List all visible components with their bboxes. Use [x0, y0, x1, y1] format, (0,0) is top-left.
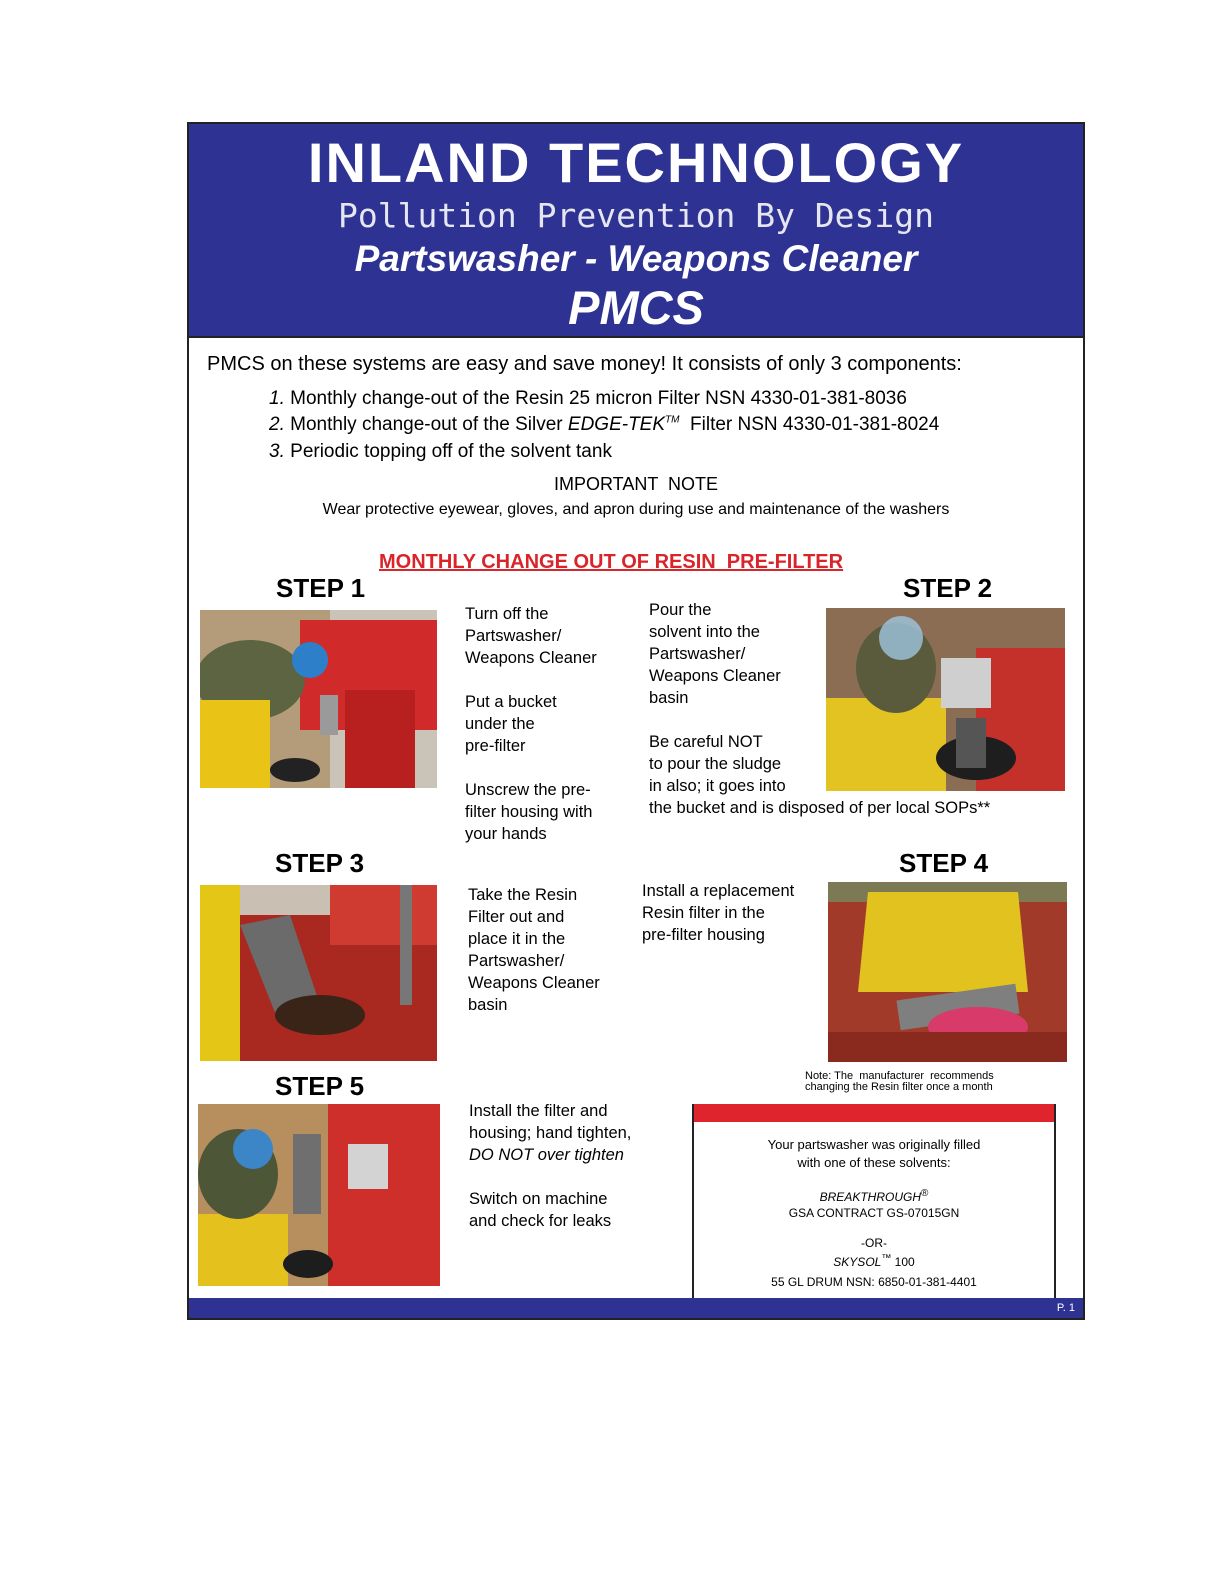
step-2-tail: the bucket and is disposed of per local SOPs** [649, 799, 991, 817]
step-1-line: Partswasher/ [465, 627, 562, 645]
step-2-line: Pour the [649, 601, 712, 619]
step-2-line: to pour the sludge [649, 755, 782, 773]
step-2-label: STEP 2 [903, 573, 993, 603]
step-3-line: basin [468, 996, 508, 1014]
step-2-line: Weapons Cleaner [649, 667, 781, 685]
step-5-label: STEP 5 [275, 1071, 365, 1101]
component-text: Filter NSN 4330-01-381-8024 [679, 414, 940, 435]
important-text: Wear protective eyewear, gloves, and apron during use and maintenance of the washers [322, 501, 950, 518]
solvent-info-box [692, 1104, 1056, 1300]
step-3-line: Filter out and [468, 908, 565, 926]
step-5-text [469, 1100, 631, 1232]
step-5-photo [198, 1104, 440, 1286]
component-text: Periodic topping off of the solvent tank [290, 441, 612, 462]
product-subtitle: Partswasher - Weapons Cleaner [354, 238, 918, 279]
step-2-line: Partswasher/ [649, 645, 746, 663]
pmcs-heading: PMCS [568, 281, 704, 334]
manufacturer-note [805, 1071, 994, 1093]
step-1-line: Turn off the [465, 605, 549, 623]
component-number: 1. [269, 388, 285, 409]
step-4-line: Resin filter in the [642, 904, 765, 922]
page-number: P. 1 [1056, 1302, 1075, 1314]
registered-mark: ® [920, 1188, 929, 1199]
step-4-photo [828, 882, 1067, 1062]
step-1-line: Weapons Cleaner [465, 649, 597, 667]
trademark: TM [665, 414, 680, 426]
tagline: Pollution Prevention By Design [337, 196, 935, 235]
intro-text: PMCS on these systems are easy and save money! It consists of only 3 components: [207, 353, 962, 375]
component-text: Monthly change-out of the Resin 25 micron Filter NSN 4330-01-381-8036 [290, 388, 907, 409]
box-line: with one of these solvents: [797, 1155, 951, 1170]
solvent-1 [694, 1186, 1054, 1205]
component-1 [269, 388, 907, 410]
step-4-label: STEP 4 [899, 848, 989, 878]
trademark-mark: ™ [881, 1253, 892, 1264]
step-5-line: DO NOT over tighten [469, 1146, 624, 1164]
step-4-text [642, 880, 794, 946]
step-2-line: solvent into the [649, 623, 760, 641]
step-1-label: STEP 1 [276, 573, 366, 603]
company-title: INLAND TECHNOLOGY [307, 131, 965, 194]
solvent-2-name: SKYSOL [833, 1255, 882, 1269]
step-1-line: filter housing with [465, 803, 593, 821]
step-2-line: basin [649, 689, 689, 707]
step-3-text [468, 884, 600, 1016]
monthly-heading: MONTHLY CHANGE OUT OF RESIN PRE-FILTER [379, 551, 844, 573]
note-line: changing the Resin filter once a month [805, 1081, 993, 1093]
step-1-text [465, 603, 597, 845]
box-line: Your partswasher was originally filled [767, 1137, 981, 1152]
step-3-label: STEP 3 [275, 848, 365, 878]
component-2 [269, 414, 939, 436]
note-line: Note: The manufacturer recommends [805, 1070, 994, 1082]
step-3-photo [200, 885, 437, 1061]
or-divider: -OR- [861, 1236, 887, 1250]
step-4-line: pre-filter housing [642, 926, 765, 944]
solvent-2 [694, 1251, 1054, 1270]
component-number: 3. [269, 441, 285, 462]
header-banner [189, 124, 1083, 338]
drum-nsn: 55 GL DRUM NSN: 6850-01-381-4401 [771, 1275, 977, 1289]
step-5-line: housing; hand tighten, [469, 1124, 632, 1142]
component-3 [269, 441, 612, 463]
step-2-line: Be careful NOT [649, 733, 763, 751]
brand-name: EDGE-TEK [567, 414, 666, 435]
step-5-line: Switch on machine [469, 1190, 608, 1208]
step-1-line: Unscrew the pre- [465, 781, 591, 799]
step-3-line: Weapons Cleaner [468, 974, 600, 992]
step-2-line: in also; it goes into [649, 777, 786, 795]
step-2-photo [826, 608, 1065, 791]
solvent-2-number: 100 [891, 1255, 915, 1269]
box-header-bar [694, 1104, 1054, 1122]
component-number: 2. [269, 414, 285, 435]
step-1-line: your hands [465, 825, 547, 843]
step-3-line: place it in the [468, 930, 566, 948]
step-1-photo [200, 610, 437, 788]
gsa-contract: GSA CONTRACT GS-07015GN [788, 1206, 960, 1220]
solvent-1-name: BREAKTHROUGH [819, 1190, 921, 1204]
step-1-line: Put a bucket [465, 693, 557, 711]
step-1-line: pre-filter [465, 737, 526, 755]
footer-bar [189, 1298, 1083, 1318]
important-heading: IMPORTANT NOTE [553, 474, 718, 494]
step-5-line: and check for leaks [469, 1212, 612, 1230]
flyer-frame [187, 122, 1085, 1320]
step-3-line: Partswasher/ [468, 952, 565, 970]
step-5-line: Install the filter and [469, 1102, 608, 1120]
step-1-line: under the [465, 715, 535, 733]
step-4-line: Install a replacement [642, 882, 795, 900]
step-3-line: Take the Resin [468, 886, 578, 904]
component-text: Monthly change-out of the Silver [290, 414, 568, 435]
